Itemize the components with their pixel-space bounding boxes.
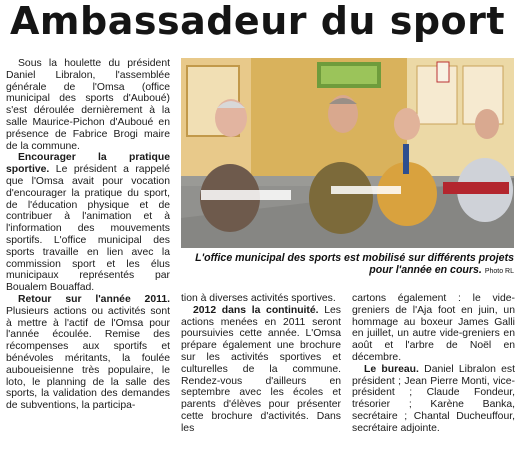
- photo-caption: [184, 252, 514, 278]
- paragraph-cartons: cartons également : le vide-greniers de l'Aja foot en juin, un hommage au boxeur James Galli en juillet, un autre vide-greniers en août et l'arbre de Noël en décembre.: [352, 293, 515, 363]
- paragraph-pratique: [6, 152, 170, 294]
- photo-caption-text: L'office municipal des sports est mobilisé sur différents projets pour l'année en cours.: [195, 252, 514, 276]
- paragraph-retour: [6, 294, 170, 412]
- paragraph-continuite-text: Les actions menées en 2011 seront poursuivies cette année. L'Omsa prépare également une brochure sur les activités sportives et culturelles de la commune. Rendez-vous d'ailleurs en septembre avec les écoles et parents d'élèves pour présenter cette brochure d'activités. Dans les: [181, 304, 341, 434]
- paragraph-pratique-text: Le président a rappelé que l'Omsa avait pour vocation d'encourager la pratique du sport, de l'éducation physique et de contribuer à l'animation et à l'information des mouvements sportifs. L'office municipal des sports travaille en lien avec la commission sport et les élus municipaux représentés par Boualem Bouaffad.: [6, 164, 170, 294]
- meeting-photo: [181, 58, 514, 248]
- subheading-pratique: Encourager la pratique sportive.: [6, 152, 170, 176]
- paragraph-continuation: tion à diverses activités sportives.: [181, 293, 336, 304]
- article-headline: Ambassadeur du sport: [10, 0, 506, 43]
- paragraph-bureau: [352, 364, 515, 435]
- paragraph-retour-text: Plusieurs actions ou activités sont à mettre à l'actif de l'Omsa pour l'année écoulée. Remise des récompenses aux sportifs et bénévoles méritants, la foulée auboueisienne très populaire, le loto, le planning de la salle des sports, la validation des demandes de subventions, la participa-: [6, 305, 170, 412]
- article-photo: [181, 58, 514, 248]
- article-column-1: [6, 58, 170, 412]
- subheading-continuite: 2012 dans la continuité.: [193, 304, 319, 316]
- photo-credit: Photo RL: [484, 268, 514, 275]
- paragraph-intro: Sous la houlette du président Daniel Libralon, l'assemblée générale de l'Omsa (office municipal des sports d'Auboué) s'est déroulée dernièrement à la salle Maurice-Pichon d'Auboué en présence de Fabrice Brogi maire de la commune.: [6, 58, 170, 152]
- subheading-retour: Retour sur l'année 2011.: [18, 293, 170, 305]
- article-column-3: [352, 293, 515, 435]
- article-column-2: [181, 293, 341, 435]
- paragraph-continuite: [181, 305, 341, 435]
- paragraph-bureau-text: Daniel Libralon est président ; Jean Pierre Monti, vice-président ; Claude Fondeur, trésorier ; Karène Banka, secrétaire ; Chantal Ducheuffour, secrétaire adjointe.: [352, 363, 515, 434]
- subheading-bureau: Le bureau.: [364, 363, 419, 375]
